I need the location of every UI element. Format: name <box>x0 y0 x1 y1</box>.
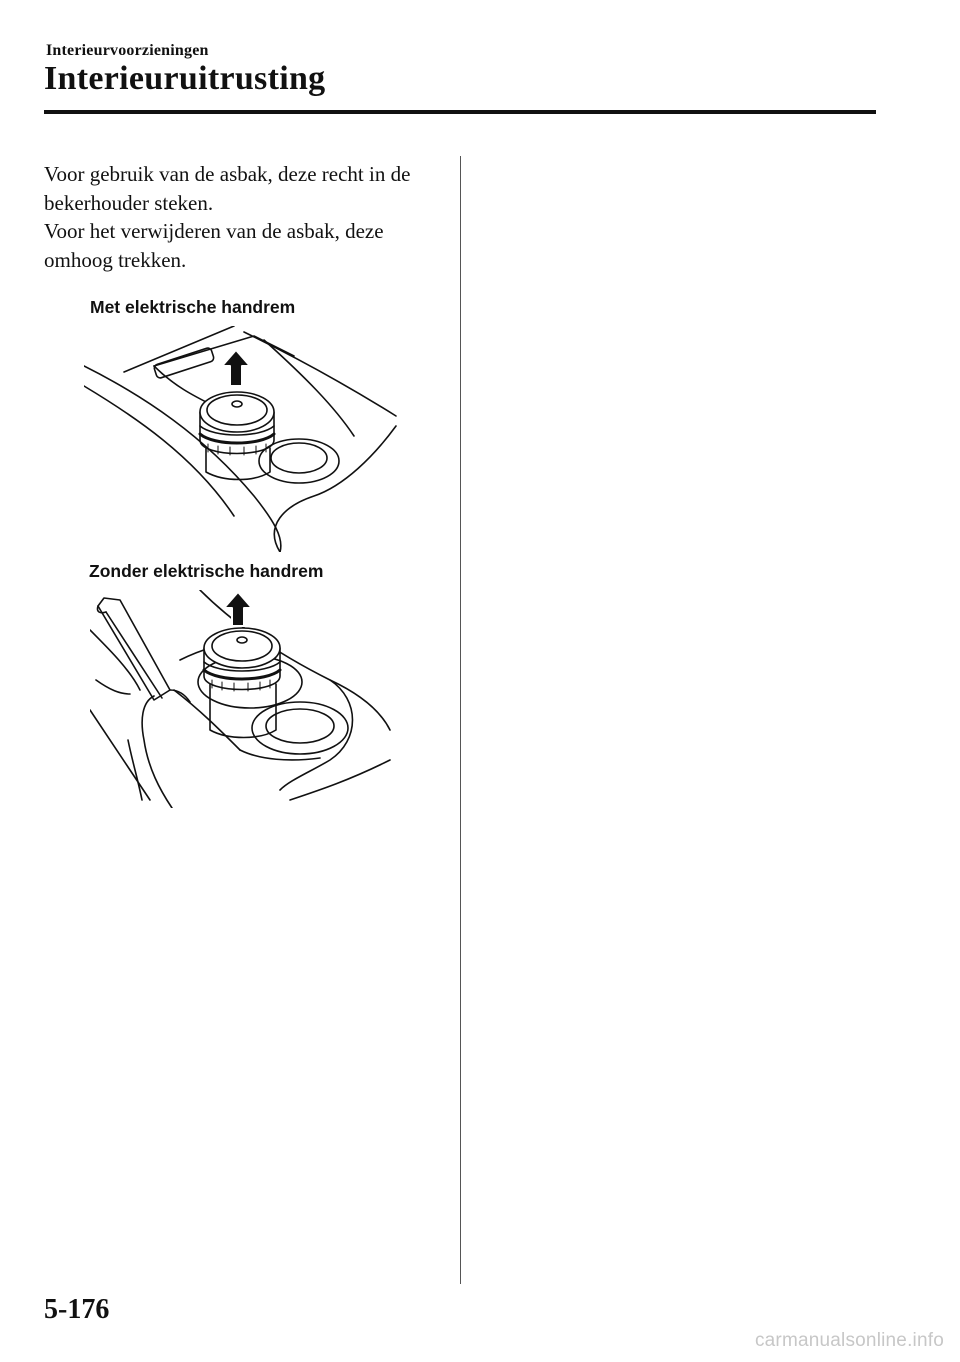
paragraph-insert: Voor gebruik van de asbak, deze recht in de bekerhouder steken. <box>44 162 411 215</box>
paragraph-remove: Voor het verwijderen van de asbak, deze omhoog trekken. <box>44 219 384 272</box>
figure-label-with-electric-brake: Met elektrische handrem <box>90 297 296 317</box>
section-title: Interieuruitrusting <box>44 60 326 97</box>
column-divider <box>460 156 461 1284</box>
title-rule <box>44 110 876 114</box>
body-text <box>44 160 444 274</box>
section-header-small: Interieurvoorzieningen <box>46 42 209 59</box>
ashtray-illustration-electric-brake <box>84 326 400 552</box>
ashtray-illustration-manual-brake <box>90 590 396 808</box>
page-number: 5-176 <box>44 1294 110 1325</box>
watermark: carmanualsonline.info <box>754 1330 944 1351</box>
figure-label-without-electric-brake: Zonder elektrische handrem <box>89 561 324 581</box>
